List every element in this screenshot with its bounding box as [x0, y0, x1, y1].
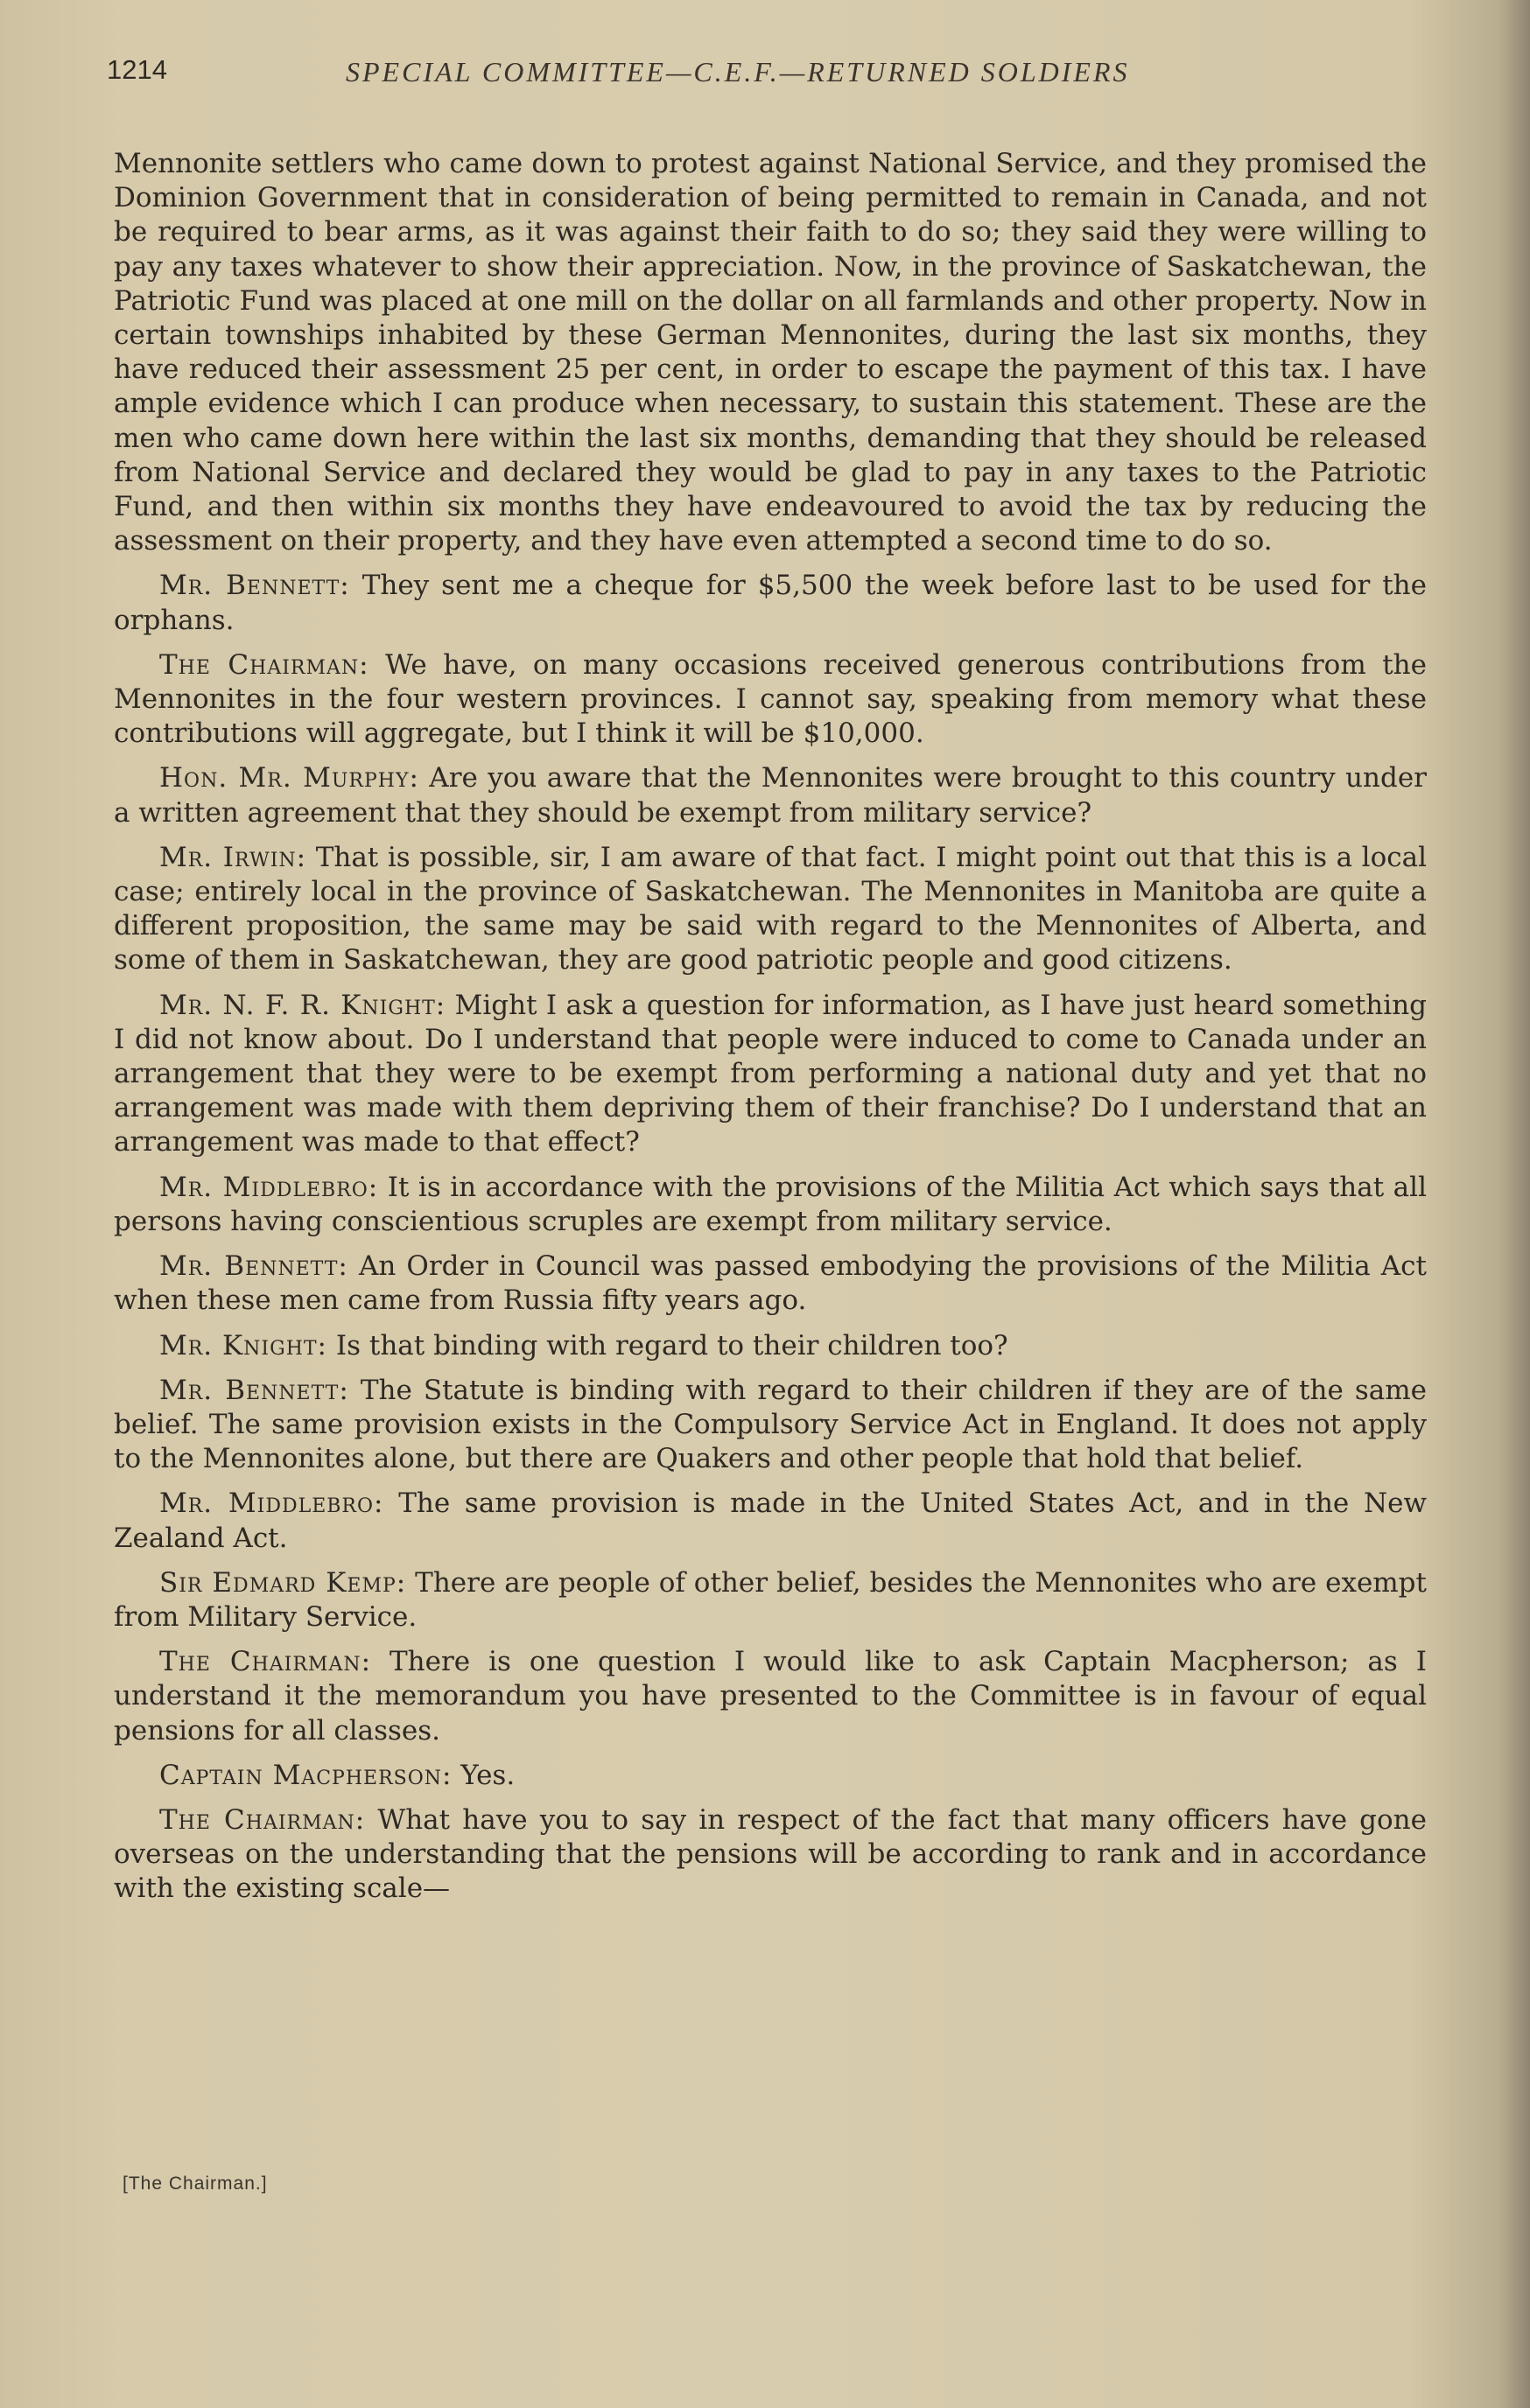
speaker-name: Mr. N. F. R. Knight: — [159, 989, 446, 1021]
paragraph — [114, 841, 1427, 978]
speaker-name: Mr. Bennett: — [159, 570, 350, 602]
paragraph — [114, 1171, 1427, 1239]
footer-note: [The Chairman.] — [123, 2174, 268, 2194]
paragraph-text: It is in accordance with the provisions of the Militia Act which says that all persons having conscientious scruples are exempt from military service. — [114, 1171, 1427, 1237]
paragraph — [114, 569, 1427, 637]
paragraph — [114, 1759, 1427, 1793]
running-head: SPECIAL COMMITTEE—C.E.F.—RETURNED SOLDIERS — [346, 56, 1130, 88]
body-text — [114, 147, 1427, 1917]
paragraph-text: Yes. — [452, 1759, 516, 1791]
paragraph-text: An Order in Council was passed embodying the provisions of the Militia Act when these men came from Russia fifty years ago. — [114, 1250, 1427, 1317]
speaker-name: Hon. Mr. Murphy: — [159, 762, 419, 794]
paragraph — [114, 1645, 1427, 1748]
speaker-name: The Chairman: — [159, 648, 369, 681]
speaker-name: Mr. Knight: — [159, 1329, 327, 1362]
paragraph-text: We have, on many occasions received generous contributions from the Mennonites in the four western provinces. I cannot say, speaking from memory what these contributions will aggregate, but I think it will be $10,000. — [114, 648, 1427, 750]
page-number: 1214 — [107, 54, 167, 85]
paragraph — [114, 1566, 1427, 1634]
paragraph-text: They sent me a cheque for $5,500 the week before last to be used for the orphans. — [114, 570, 1427, 636]
speaker-name: Mr. Bennett: — [159, 1250, 348, 1283]
paragraph — [114, 1487, 1427, 1555]
speaker-name: Mr. Middlebro: — [159, 1488, 384, 1520]
page-header — [105, 54, 1418, 107]
paragraph — [114, 761, 1427, 830]
speaker-name: Mr. Irwin: — [159, 841, 307, 873]
paragraph-text: What have you to say in respect of the fact that many officers have gone overseas on the understanding that the pensions will be according to rank and in accordance with the existing scale— — [114, 1803, 1427, 1905]
paragraph-text: Mennonite settlers who came down to protest against National Service, and they promised the Dominion Government that in consideration of being permitted to remain in Canada, and not be required to bear arms, as it was against their faith to do so; they said they were willing to pay any taxes whatever to show their appreciation. Now, in the province of Saskatchewan, the Patriotic Fund was placed at one mill on the dollar on all farmlands and other property. Now in certain townships inhabited by these German Mennonites, during the last six months, they have reduced their assessment 25 per cent, in order to escape the payment of this tax. I have ample evidence which I can produce when necessary, to sustain this statement. These are the men who came down here within the last six months, demanding that they should be released from National Service and declared they would be glad to pay in any taxes to the Patriotic Fund, and then within six months they have endeavoured to avoid the tax by reducing the assessment on their property, and they have even attempted a second time to do so. — [114, 148, 1427, 557]
speaker-name: Mr. Bennett: — [159, 1374, 349, 1406]
paragraph — [114, 1250, 1427, 1318]
paragraph — [114, 1329, 1427, 1363]
paragraph-text: There is one question I would like to ask Captain Macpherson; as I understand it the memorandum you have presented to the Committee is in favour of equal pensions for all classes. — [114, 1646, 1427, 1746]
paragraph — [114, 147, 1427, 558]
paragraph-text: The same provision is made in the United States Act, and in the New Zealand Act. — [114, 1488, 1428, 1554]
paragraph — [114, 1803, 1427, 1907]
paragraph-text: Are you aware that the Mennonites were brought to this country under a written agreement that they should be exempt from military service? — [114, 762, 1427, 829]
paragraph-text: Might I ask a question for information, as I have just heard something I did not know about. Do I understand that people were induced to come to Canada under an arrangement that they were to be exempt from performing a national duty and yet that no arrangement was made with them depriving them of their franchise? Do I understand that an arrangement was made to that effect? — [114, 989, 1428, 1158]
speaker-name: The Chairman: — [159, 1646, 372, 1678]
paragraph-text: The Statute is binding with regard to their children if they are of the same belief. The same provision exists in the Compulsory Service Act in England. It does not apply to the Mennonites alone, but there are Quakers and other people that hold that belief. — [114, 1374, 1427, 1475]
speaker-name: Captain Macpherson: — [159, 1759, 453, 1791]
paragraph — [114, 648, 1427, 752]
paragraph-text: That is possible, sir, I am aware of that fact. I might point out that this is a local case; entirely local in the province of Saskatchewan. The Mennonites in Manitoba are quite a different proposition, the same may be said with regard to the Mennonites of Alberta, and some of them in Saskatchewan, they are good patriotic people and good citizens. — [114, 841, 1428, 976]
paragraph-text: Is that binding with regard to their children too? — [327, 1329, 1008, 1362]
speaker-name: Mr. Middlebro: — [159, 1171, 379, 1203]
paragraph — [114, 989, 1427, 1160]
speaker-name: Sir Edmard Kemp: — [159, 1566, 407, 1599]
paragraph — [114, 1374, 1427, 1477]
speaker-name: The Chairman: — [159, 1803, 366, 1836]
paragraph-text: There are people of other belief, besides the Mennonites who are exempt from Military Service. — [114, 1566, 1427, 1633]
